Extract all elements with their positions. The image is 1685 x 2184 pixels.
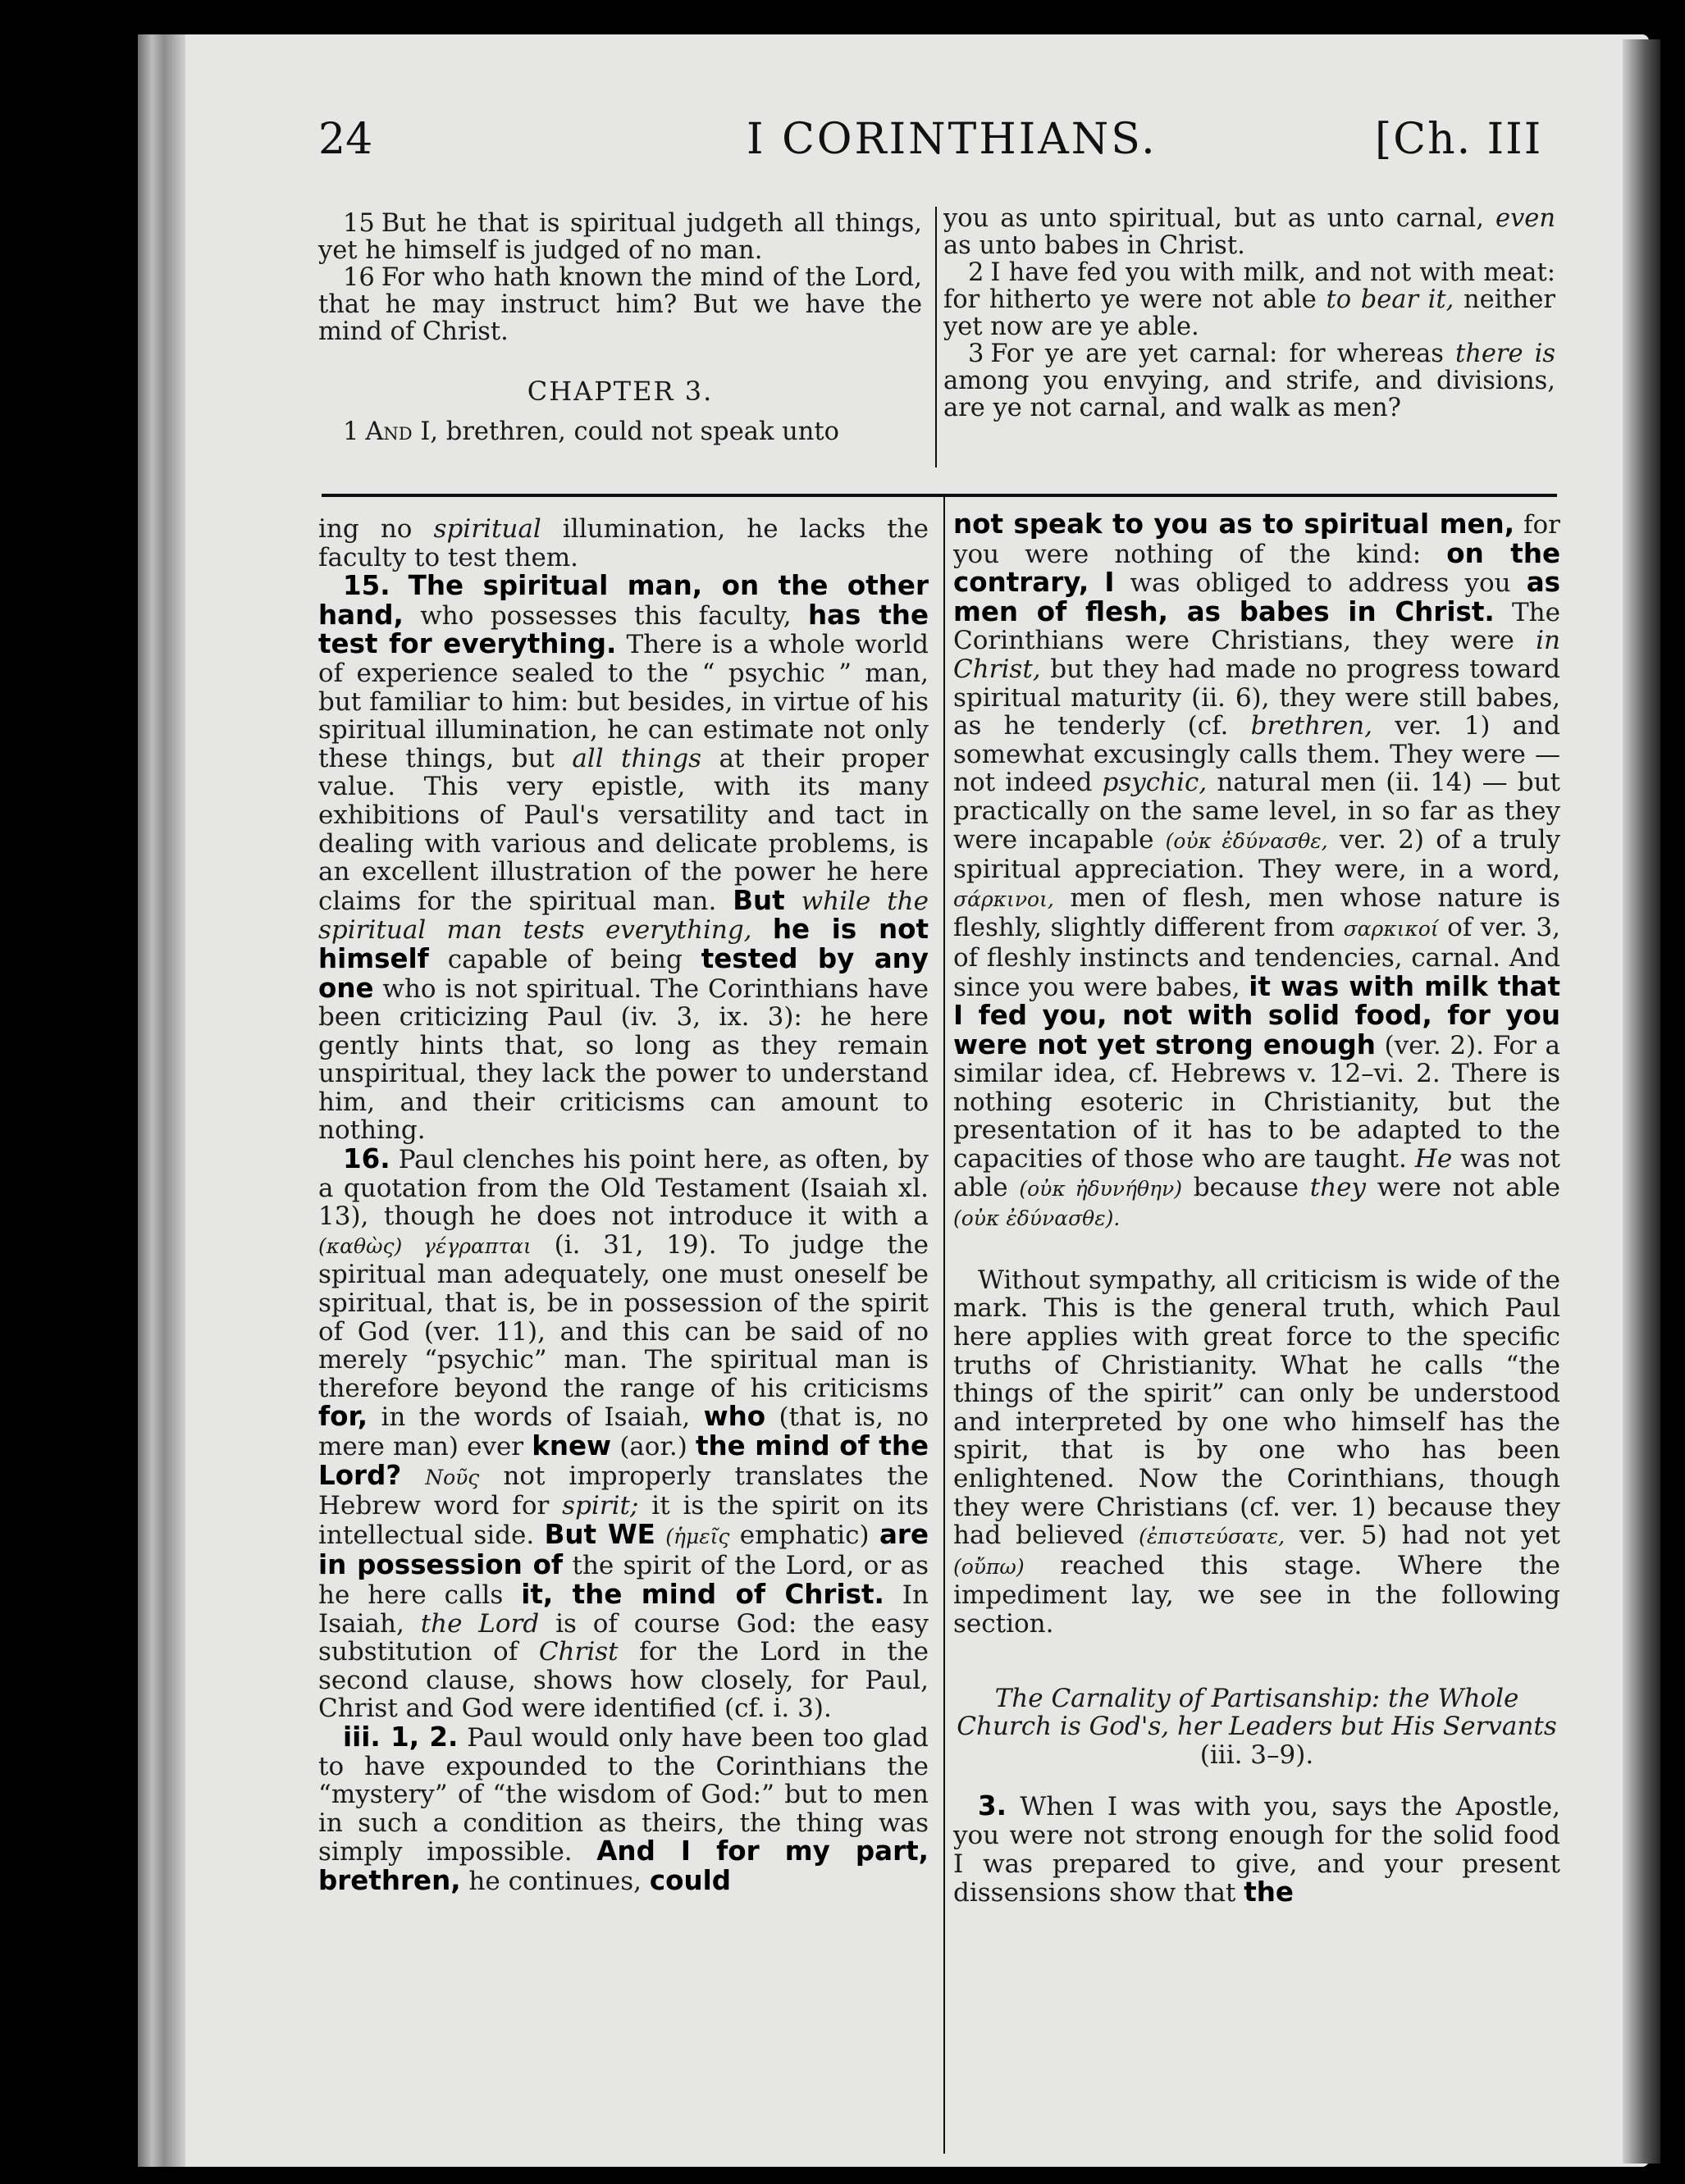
text: the spirit of the Lord, or as he here calls [318, 1551, 929, 1610]
bold-paraphrase: I [1104, 567, 1115, 599]
text: of ver. 3, of fleshly instincts and tendencies, carnal. And since you were babes, [953, 913, 1560, 1002]
bold-paraphrase: on the contrary, [953, 537, 1560, 599]
text: In Isaiah, [318, 1580, 929, 1639]
bold-paraphrase: are in possession of [318, 1518, 929, 1581]
column-divider [935, 207, 937, 467]
text: was not able [953, 1144, 1560, 1202]
greek-text: (οὔπω) [953, 1554, 1025, 1579]
text: was obliged to address you [1130, 568, 1511, 599]
bold-paraphrase: But WE [544, 1518, 655, 1550]
verse-text: you as unto spiritual, but as unto carnal, [943, 204, 1484, 233]
text: but they had made no progress toward spiritual maturity (ii. 6), they were still babes, as he tenderly (cf. [953, 654, 1560, 741]
italic-text: He [1414, 1144, 1453, 1174]
text: ver. 5) had not yet [1299, 1521, 1561, 1551]
kjv-verse-3 [943, 340, 1555, 422]
commentary-paragraph-summary [953, 1266, 1560, 1639]
italic-text: to bear it, [1326, 285, 1454, 314]
kjv-text-right [943, 205, 1555, 422]
verse-text: For ye are yet carnal: for whereas [990, 340, 1444, 368]
text: not improperly translates the Hebrew word for [318, 1461, 929, 1521]
text: (that is, no mere man) ever [318, 1402, 929, 1461]
verse-text: among you envying, and strife, and divisions, are ye not carnal, and walk as men? [943, 367, 1555, 422]
text: because [1193, 1172, 1299, 1202]
text: he continues, [468, 1866, 642, 1896]
bold-paraphrase: for, [318, 1401, 368, 1433]
verse-text: as unto babes in Christ. [943, 231, 1245, 260]
bold-paraphrase: as men of flesh, as babes in Christ. [953, 567, 1560, 627]
bold-paraphrase: tested by any one [318, 942, 929, 1004]
verse-number: 1 [343, 417, 359, 446]
verse-text: I have fed you with milk, and not with meat: for hitherto ye were not able [943, 258, 1555, 314]
chapter-reference: [Ch. III [1375, 115, 1543, 164]
text: ver. 2) of a truly spiritual appreciation. They were, in a word, [953, 824, 1560, 885]
text: emphatic) [739, 1520, 870, 1550]
text: When I was with you, says the Apostle, you were not strong enough for the solid food I was prepared to give, and your present dissensions show that [953, 1792, 1560, 1908]
italic-text: spirit; [562, 1491, 639, 1521]
text: Paul would only have been too glad to have expounded to the Corinthians the “mystery” of “the wisdom of God:” but to men in such a condition as theirs, the thing was simply impossible. [318, 1722, 929, 1867]
text: The Corinthians were Christians, they were [953, 597, 1560, 656]
page-number: 24 [318, 115, 373, 164]
bold-paraphrase: he is not himself [318, 914, 929, 974]
text: for the Lord in the second clause, shows how closely, for Paul, Christ and God were identified (cf. i. 3). [318, 1637, 929, 1724]
bold-paraphrase: the [1244, 1876, 1294, 1908]
paragraph-number: iii. 1, 2. [343, 1721, 459, 1753]
verse-opening-word: And [365, 417, 413, 446]
italic-text: even [1495, 204, 1555, 233]
section-title: The Carnality of Partisanship: the Whole Church is God's, her Leaders but His Servants [957, 1683, 1557, 1742]
greek-text: (οὐκ ἠδυνήθην) [1019, 1176, 1182, 1201]
italic-text: in Christ, [953, 626, 1560, 684]
commentary-left [318, 515, 929, 1896]
chapter-heading: CHAPTER 3. [527, 376, 714, 407]
horizontal-rule [322, 494, 1557, 497]
paragraph-number: 16. [343, 1143, 390, 1175]
verse-number: 16 [343, 263, 375, 292]
page-edge [1623, 39, 1660, 2163]
kjv-verse-1 [318, 418, 922, 445]
text: illumination, he lacks the faculty to test them. [318, 514, 929, 572]
greek-text: (ἐπιστεύσατε, [1139, 1525, 1285, 1549]
text: reached this stage. Where the impediment lay, we see in the following section. [953, 1550, 1561, 1639]
text: Paul clenches his point here, as often, by a quotation from the Old Testament (Isaiah xl. 13), though he does not introduce it with a [318, 1145, 929, 1232]
text: at their proper value. This very epistle, with its many exhibitions of Paul's versatility and tact in dealing with various and delicate problems, is an excellent illustration of the power he here claims for the spiritual man. [318, 743, 929, 916]
text: in the words of Isaiah, [381, 1402, 691, 1433]
bold-paraphrase: who [703, 1401, 766, 1433]
greek-text: (οὐκ ἐδύνασθε, [1165, 828, 1328, 853]
text: Without sympathy, all criticism is wide of the mark. This is the general truth, which Paul here applies with great force to the specific truths of Christianity. What he calls “the things of the spirit” can only be understood and interpreted by one who himself has the spirit, that is by one who has been enlightened. Now the Corinthians, though they were Christians (cf. ver. 1) because they had believed [953, 1265, 1560, 1551]
text: ver. 1) and somewhat excusingly calls them. They were — not indeed [953, 711, 1560, 798]
kjv-verse-16 [318, 264, 922, 345]
bold-paraphrase: knew [532, 1430, 612, 1461]
commentary-paragraph-15 [318, 572, 929, 1145]
kjv-verse-1-continued [943, 205, 1555, 259]
bold-paraphrase: And I for my part, brethren, [318, 1835, 929, 1896]
italic-text: the Lord [420, 1608, 540, 1639]
kjv-verse-15 [318, 210, 922, 264]
italic-text: there is [1454, 340, 1555, 368]
text: were not able [1377, 1172, 1560, 1202]
commentary-paragraph-iii-1-2 [318, 1723, 929, 1896]
greek-text: σαρκικοί [1343, 917, 1439, 942]
text: (ver. 2). For a similar idea, cf. Hebrews v. 12–vi. 2. There is nothing esoteric in Christianity, but the presentation of it has to be adapted to the capacities of those who are taught. [953, 1030, 1561, 1174]
page-gutter [138, 34, 185, 2167]
text: for you were nothing of the kind: [953, 510, 1561, 569]
text: (i. 31, 19). To judge the spiritual man adequately, one must oneself be spiritual, that is, be in possession of the spirit of God (ver. 11), and this can be said of no merely “psychic” man. The spiritual man is therefore beyond the range of his criticisms [318, 1229, 929, 1403]
verse-number: 15 [343, 209, 375, 238]
italic-text: brethren, [1250, 711, 1372, 741]
commentary-paragraph [953, 510, 1560, 1233]
commentary-paragraph-3 [953, 1792, 1560, 1907]
section-heading [953, 1685, 1560, 1770]
text: (aor.) [619, 1432, 687, 1461]
italic-text: Christ [538, 1637, 619, 1667]
text: who possesses this faculty, [420, 600, 792, 631]
italic-text: they [1309, 1172, 1367, 1202]
verse-text: neither yet now are ye able. [943, 285, 1555, 341]
running-title: I CORINTHIANS. [747, 115, 1158, 164]
paragraph-number: 3. [978, 1790, 1007, 1822]
commentary-paragraph-16 [318, 1145, 929, 1723]
section-reference: (iii. 3–9). [1199, 1739, 1314, 1770]
bold-paraphrase: The spiritual man, on the other hand, [318, 570, 929, 631]
verse-text: But he that is spiritual judgeth all things, yet he himself is judged of no man. [318, 209, 922, 265]
italic-text: spiritual [433, 514, 541, 544]
paragraph-number: 15. [343, 570, 390, 602]
bold-paraphrase: But [733, 884, 785, 916]
bold-paraphrase: not speak to you as to spiritual men, [953, 508, 1515, 540]
kjv-text-left [318, 210, 922, 445]
bold-paraphrase: could [649, 1864, 731, 1896]
text: men of flesh, men whose nature is fleshly, slightly different from [953, 882, 1560, 943]
bold-paraphrase: it was with milk that I fed you, not with solid food, for you were not yet strong enough [953, 970, 1560, 1060]
text: ing no [318, 514, 413, 544]
bold-paraphrase: the mind of the Lord? [318, 1430, 929, 1491]
text: natural men (ii. 14) — but practically on the same level, in so far as they were incapable [953, 768, 1561, 855]
greek-text: (καθὼς) γέγραπται [318, 1233, 532, 1258]
italic-text: psychic, [1102, 768, 1208, 798]
text: capable of being [447, 944, 683, 974]
italic-text: while the spiritual man tests everything, [318, 886, 929, 946]
column-divider [943, 497, 945, 2154]
italic-text: all things [572, 743, 702, 773]
verse-number: 2 [968, 258, 984, 287]
greek-text: (οὐκ ἐδύνασθε). [953, 1206, 1121, 1231]
commentary-paragraph [318, 515, 929, 572]
text: who is not spiritual. The Corinthians have been criticizing Paul (iv. 3, ix. 3): he here gently hints that, so long as they remain unspiritual, they lack the power to understand him, and their criticisms can amount to nothing. [318, 973, 929, 1146]
verse-number: 3 [968, 340, 984, 368]
verse-text: For who hath known the mind of the Lord, that he may instruct him? But we have the mind of Christ. [318, 263, 922, 346]
greek-text: Νοῦς [425, 1465, 480, 1489]
text: is of course God: the easy substitution of [318, 1608, 929, 1667]
verse-text: I, brethren, could not speak unto [420, 417, 840, 446]
text: There is a whole world of experience sealed to the “ psychic ” man, but familiar to him: but besides, in virtue of his spiritual illumination, he can estimate not only these things, but [318, 630, 929, 773]
text: it is the spirit on its intellectual side. [318, 1491, 929, 1550]
bold-paraphrase: it, the mind of Christ. [521, 1578, 884, 1610]
commentary-right [953, 510, 1560, 1908]
greek-text: (ἡμεῖς [665, 1524, 730, 1548]
bold-paraphrase: has the test for everything. [318, 599, 929, 660]
kjv-verse-2 [943, 259, 1555, 340]
greek-text: σάρκινοι, [953, 887, 1054, 911]
